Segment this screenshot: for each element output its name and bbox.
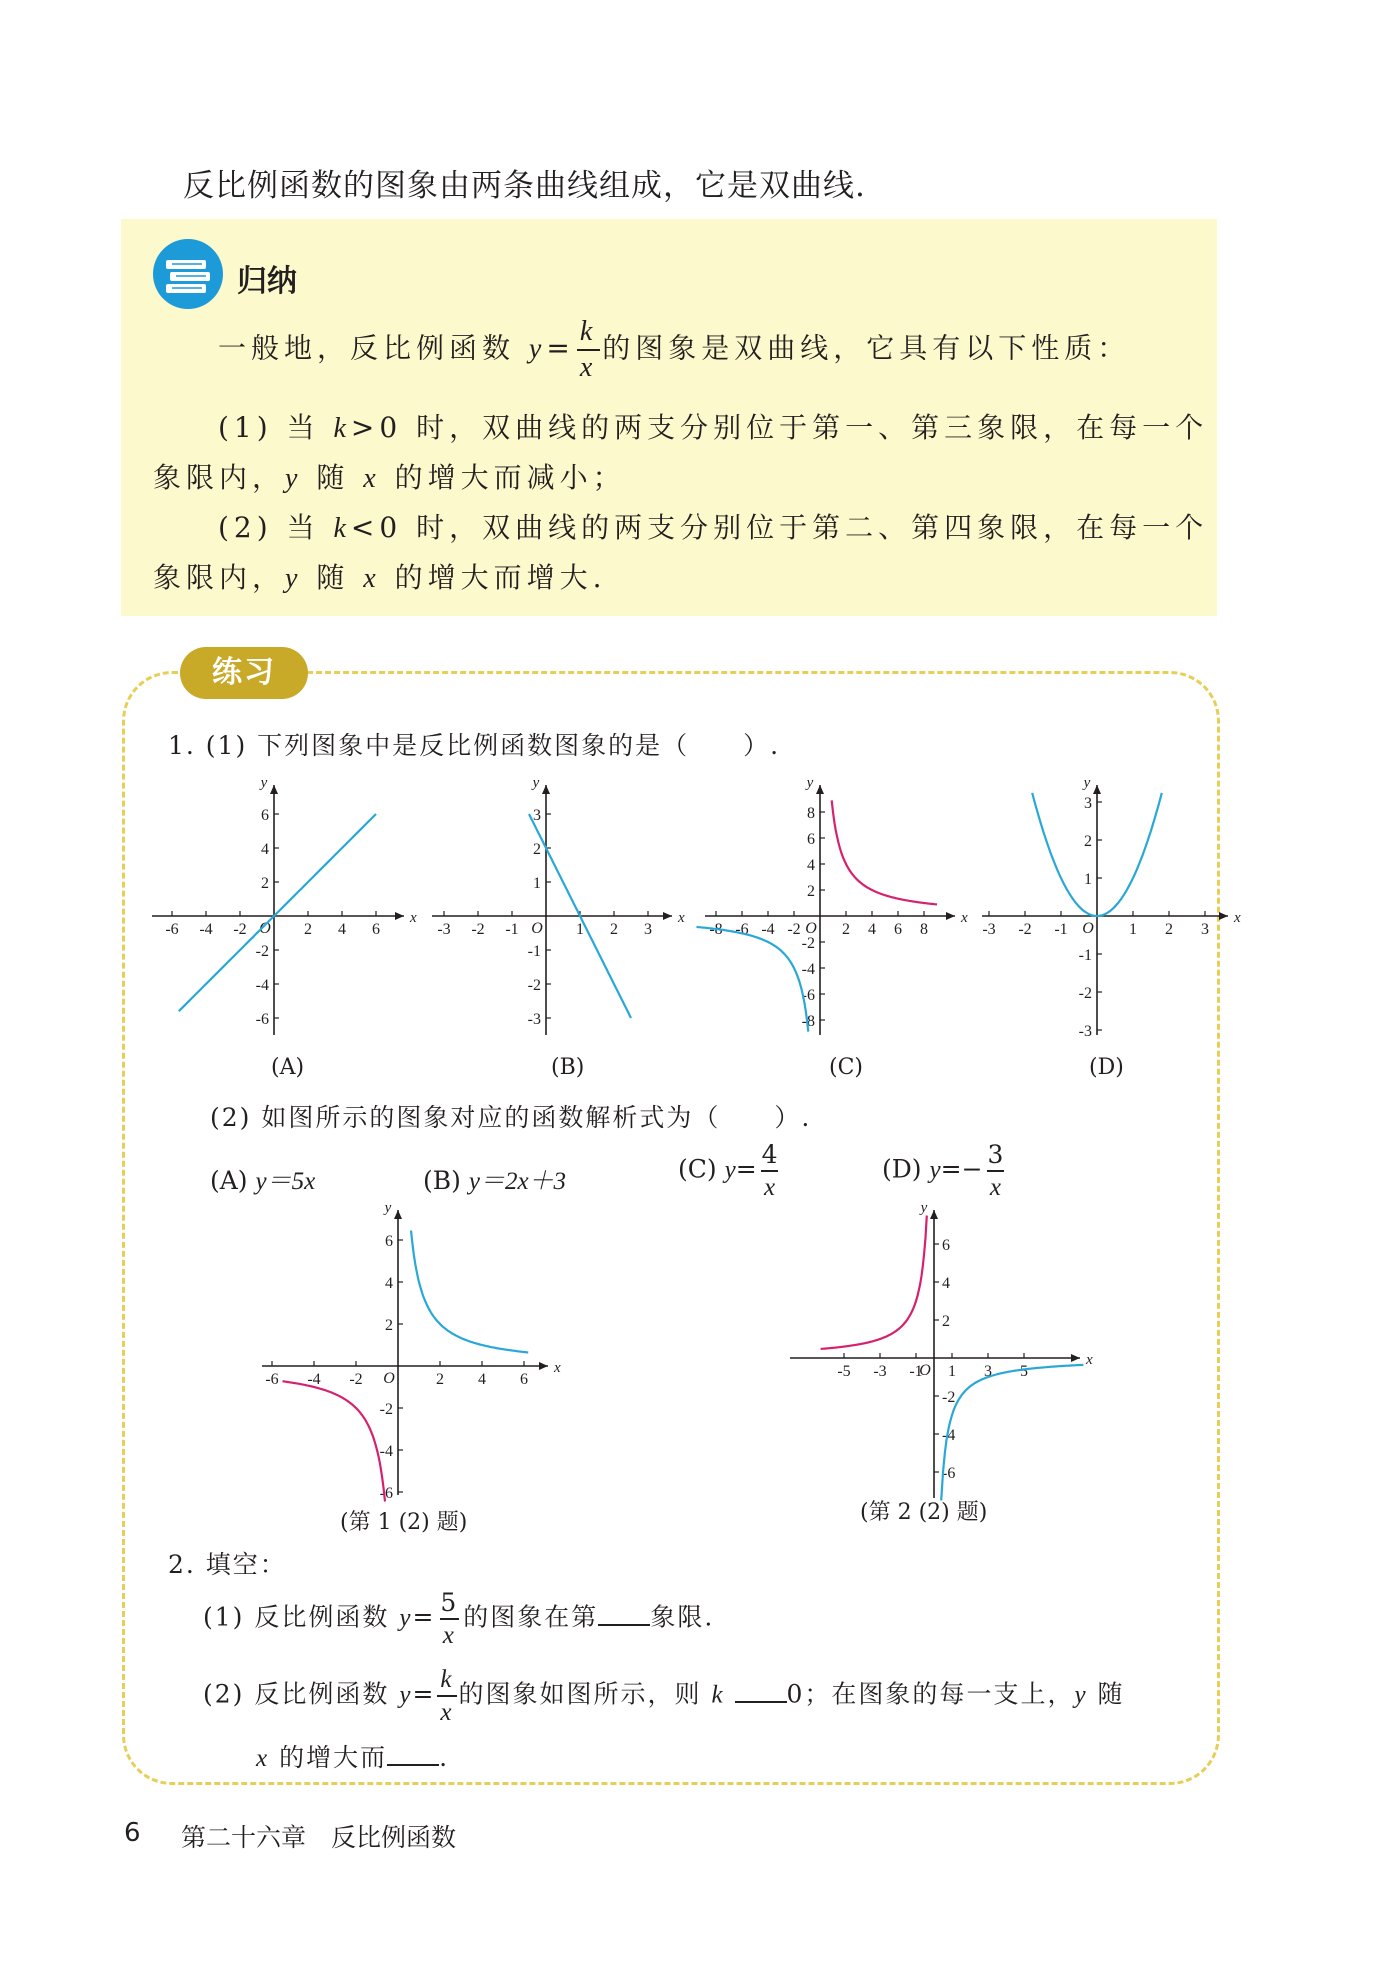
practice-tab: 练习 — [180, 647, 308, 699]
caption-fig-1-2: (第 1 (2) 题) — [340, 1510, 468, 1535]
page-number: 6 — [124, 1818, 141, 1848]
x-tick-label: -3 — [437, 921, 451, 938]
graph-5 — [262, 1200, 561, 1502]
var-y: y — [1074, 1681, 1088, 1709]
q2-2-text-2: 的图象如图所示，则 — [458, 1679, 702, 1709]
fraction-numerator: k — [440, 1666, 454, 1693]
var-x: x — [256, 1745, 270, 1772]
y-tick-label: -6 — [255, 1011, 269, 1028]
x-tick-label: 1 — [1129, 921, 1137, 938]
intro-text: 反比例函数的图象由两条曲线组成，它是双曲线. — [183, 168, 866, 204]
graph-3 — [697, 775, 969, 1035]
y-tick-label: 4 — [942, 1275, 950, 1292]
y-axis-arrow — [930, 1210, 938, 1219]
equals-sign: = — [412, 1679, 436, 1709]
x-tick-label: 3 — [1201, 921, 1209, 938]
x-tick-label: 5 — [1020, 1363, 1028, 1380]
p1-text-tail: >0 时，双曲线的两支分别位于第一、第三象限，在每一个 — [350, 411, 1209, 444]
option-d-label: (D) — [882, 1154, 922, 1184]
question-2: 2. 填空： — [168, 1550, 287, 1579]
question-2-1 — [203, 1590, 714, 1648]
y-axis-label: y — [384, 1200, 392, 1216]
property-1-line-1 — [218, 406, 1208, 446]
y-tick-label: 2 — [261, 875, 269, 892]
summary-title: 归纳 — [237, 264, 297, 299]
caption-c: (C) — [829, 1055, 863, 1080]
x-tick-label: 2 — [304, 921, 312, 938]
q2-2-text-4: 随 — [1097, 1679, 1125, 1709]
option-c — [678, 1142, 783, 1200]
var-y: y — [399, 1681, 413, 1709]
x-tick-label: 6 — [520, 1371, 528, 1388]
x-tick-label: -4 — [761, 921, 775, 938]
option-d — [882, 1142, 1008, 1200]
x-tick-label: 4 — [338, 921, 346, 938]
y-tick-label: 1 — [1084, 871, 1092, 888]
y-tick-label: 4 — [261, 841, 269, 858]
y-axis-label: y — [260, 775, 268, 791]
y-tick-label: -2 — [379, 1401, 393, 1418]
x-tick-label: -4 — [199, 921, 213, 938]
fraction-numerator: 4 — [761, 1140, 778, 1169]
y-tick-label: -4 — [255, 977, 269, 994]
x-tick-label: 4 — [868, 921, 876, 938]
equals-sign: = — [940, 1154, 962, 1184]
p1-text-3: 随 — [316, 461, 350, 494]
answer-blank[interactable] — [598, 1622, 650, 1626]
y-axis-label: y — [1083, 775, 1091, 791]
hyperbola-branch-q3 — [283, 1381, 386, 1501]
y-tick-label: -6 — [942, 1465, 956, 1482]
origin-label: O — [919, 1362, 931, 1379]
x-axis-label: x — [961, 910, 968, 926]
x-tick-label: 3 — [984, 1363, 992, 1380]
x-tick-label: -6 — [165, 921, 179, 938]
origin-label: O — [383, 1370, 395, 1387]
x-axis-arrow — [663, 912, 672, 920]
x-axis-arrow — [1219, 912, 1228, 920]
y-tick-label: 2 — [385, 1317, 393, 1334]
y-tick-label: -4 — [942, 1427, 956, 1444]
y-axis-arrow — [816, 785, 824, 794]
y-tick-label: -1 — [527, 943, 541, 960]
x-tick-label: -1 — [505, 921, 519, 938]
option-a — [210, 1161, 315, 1197]
graph-4 — [982, 775, 1241, 1040]
y-tick-label: 6 — [385, 1233, 393, 1250]
property-2-line-2 — [153, 556, 607, 596]
p2-text: (2) 当 — [218, 511, 320, 544]
x-axis-label: x — [410, 910, 417, 926]
x-tick-label: 4 — [478, 1371, 486, 1388]
p1-text: (1) 当 — [218, 411, 320, 444]
y-tick-label: 3 — [1084, 795, 1092, 812]
y-axis-label: y — [806, 775, 814, 791]
option-a-expr: y＝5x — [255, 1168, 316, 1195]
equals-sign: = — [735, 1154, 757, 1184]
origin-label: O — [531, 920, 543, 937]
hyperbola-branch-q4 — [941, 1365, 1083, 1501]
x-tick-label: -2 — [1018, 921, 1032, 938]
y-tick-label: 6 — [807, 831, 815, 848]
graphs-area — [0, 760, 1390, 1520]
y-tick-label: -2 — [801, 935, 815, 952]
option-a-label: (A) — [210, 1166, 248, 1195]
q2-1-text-3: 象限. — [650, 1602, 715, 1632]
question-2-2-line-2 — [256, 1738, 449, 1774]
general-text: 一般地，反比例函数 — [218, 331, 516, 365]
hyperbola-branch-q2 — [821, 1216, 927, 1350]
x-axis-arrow — [946, 912, 955, 920]
y-axis-arrow — [270, 785, 278, 794]
var-k: k — [333, 513, 351, 544]
y-tick-label: -1 — [1078, 947, 1092, 964]
q2-2-text-6: . — [439, 1743, 450, 1772]
x-tick-label: -2 — [233, 921, 247, 938]
var-y: y — [285, 463, 303, 494]
var-y: y — [724, 1156, 736, 1184]
x-axis-arrow — [395, 912, 404, 920]
hyperbola-branch-q3 — [697, 927, 809, 1032]
graph-1 — [152, 775, 417, 1035]
p2-text-3: 随 — [316, 561, 350, 594]
p2-text-tail: <0 时，双曲线的两支分别位于第二、第四象限，在每一个 — [350, 511, 1209, 544]
y-axis-label: y — [920, 1200, 928, 1216]
y-tick-label: 4 — [385, 1275, 393, 1292]
q2-1-fraction — [437, 1590, 461, 1648]
x-tick-label: -3 — [873, 1363, 887, 1380]
hyperbola-branch-q1 — [411, 1231, 528, 1353]
x-tick-label: -1 — [909, 1363, 923, 1380]
y-tick-label: -3 — [1078, 1023, 1092, 1040]
caption-d: (D) — [1089, 1055, 1124, 1080]
equals-sign: = — [546, 331, 575, 365]
caption-a: (A) — [271, 1055, 305, 1080]
minus-sign: − — [961, 1154, 983, 1184]
var-k: k — [711, 1681, 725, 1709]
y-tick-label: -4 — [801, 961, 815, 978]
answer-blank[interactable] — [735, 1699, 787, 1703]
fraction-numerator: 3 — [987, 1140, 1004, 1169]
q2-2-text: (2) 反比例函数 — [203, 1679, 390, 1709]
y-tick-label: -2 — [942, 1389, 956, 1406]
graph-6 — [790, 1200, 1093, 1501]
option-b-label: (B) — [423, 1166, 461, 1195]
general-text-tail: 的图象是双曲线，它具有以下性质： — [602, 331, 1131, 365]
y-tick-label: 3 — [533, 807, 541, 824]
y-tick-label: -4 — [379, 1443, 393, 1460]
y-tick-label: 2 — [533, 841, 541, 858]
answer-blank[interactable] — [387, 1762, 439, 1766]
var-k: k — [333, 413, 351, 444]
caption-b: (B) — [551, 1055, 585, 1080]
var-x: x — [363, 463, 381, 494]
var-x: x — [363, 563, 381, 594]
question-2-2-line-1 — [203, 1667, 1125, 1725]
graph-2 — [432, 775, 685, 1035]
line-y-eq-x — [179, 814, 376, 1011]
y-axis-arrow — [542, 785, 550, 794]
y-axis-arrow — [394, 1210, 402, 1219]
x-tick-label: -4 — [307, 1371, 321, 1388]
y-tick-label: -2 — [1078, 985, 1092, 1002]
fraction-denominator: x — [440, 1618, 459, 1648]
fraction-numerator: k — [579, 316, 598, 347]
fraction-k-over-x — [577, 318, 600, 382]
x-tick-label: -1 — [1054, 921, 1068, 938]
x-tick-label: 8 — [920, 921, 928, 938]
fraction-denominator: x — [987, 1170, 1004, 1200]
option-c-fraction — [759, 1142, 781, 1200]
x-tick-label: -2 — [349, 1371, 363, 1388]
q2-2-fraction — [437, 1667, 456, 1725]
origin-label: O — [805, 920, 817, 937]
p2-text-2: 象限内， — [153, 561, 286, 594]
x-tick-label: 2 — [1165, 921, 1173, 938]
y-axis-arrow — [1093, 785, 1101, 794]
fraction-denominator: x — [437, 1695, 456, 1725]
p2-text-4: 的增大而增大. — [394, 561, 607, 594]
x-tick-label: -3 — [982, 921, 996, 938]
chapter-title: 第二十六章 反比例函数 — [181, 1823, 457, 1852]
y-tick-label: 2 — [942, 1313, 950, 1330]
option-b-expr: y＝2x＋3 — [468, 1168, 567, 1195]
x-tick-label: 1 — [576, 921, 584, 938]
q2-1-text: (1) 反比例函数 — [203, 1602, 390, 1632]
x-axis-label: x — [1234, 910, 1241, 926]
x-tick-label: -2 — [787, 921, 801, 938]
y-tick-label: -3 — [527, 1011, 541, 1028]
y-tick-label: 6 — [261, 807, 269, 824]
fraction-denominator: x — [761, 1170, 778, 1200]
x-axis-label: x — [554, 1360, 561, 1376]
property-1-line-2 — [153, 456, 626, 496]
y-axis-label: y — [532, 775, 540, 791]
caption-fig-2-2: (第 2 (2) 题) — [860, 1500, 988, 1525]
y-tick-label: -2 — [255, 943, 269, 960]
var-y: y — [399, 1604, 413, 1632]
book-stack-icon — [152, 238, 224, 310]
question-1-1: 1. (1) 下列图象中是反比例函数图象的是（ ）. — [168, 731, 781, 760]
x-axis-label: x — [678, 910, 685, 926]
y-tick-label: -2 — [527, 977, 541, 994]
origin-label: O — [1082, 920, 1094, 937]
x-tick-label: 6 — [894, 921, 902, 938]
option-b — [423, 1161, 566, 1197]
p1-text-2: 象限内， — [153, 461, 286, 494]
y-tick-label: -6 — [801, 987, 815, 1004]
x-tick-label: 2 — [842, 921, 850, 938]
fraction-numerator: 5 — [440, 1588, 459, 1617]
x-axis-label: x — [1086, 1352, 1093, 1368]
q2-2-text-5: 的增大而 — [279, 1743, 388, 1772]
y-tick-label: -6 — [379, 1485, 393, 1502]
x-tick-label: -6 — [735, 921, 749, 938]
var-y: y — [285, 563, 303, 594]
equals-sign: = — [412, 1602, 436, 1632]
y-tick-label: 2 — [1084, 833, 1092, 850]
x-tick-label: 2 — [436, 1371, 444, 1388]
x-tick-label: 6 — [372, 921, 380, 938]
question-1-2: (2) 如图所示的图象对应的函数解析式为（ ）. — [210, 1103, 812, 1132]
origin-label: O — [259, 920, 271, 937]
y-tick-label: 2 — [807, 883, 815, 900]
x-axis-arrow — [539, 1362, 548, 1370]
fraction-denominator: x — [577, 349, 600, 382]
y-tick-label: 8 — [807, 805, 815, 822]
property-2-line-1 — [218, 506, 1208, 546]
x-tick-label: -2 — [471, 921, 485, 938]
option-c-label: (C) — [678, 1154, 717, 1184]
x-tick-label: 2 — [610, 921, 618, 938]
y-tick-label: -8 — [801, 1013, 815, 1030]
hyperbola-branch-q1 — [832, 800, 937, 904]
x-tick-label: 3 — [644, 921, 652, 938]
x-tick-label: -6 — [265, 1371, 279, 1388]
summary-general — [218, 318, 1130, 382]
y-tick-label: 4 — [807, 857, 815, 874]
q2-1-text-2: 的图象在第 — [463, 1602, 599, 1632]
p1-text-4: 的增大而减小； — [394, 461, 626, 494]
x-tick-label: -8 — [709, 921, 723, 938]
option-d-fraction — [985, 1142, 1007, 1200]
x-tick-label: -5 — [837, 1363, 851, 1380]
var-y: y — [528, 333, 547, 365]
x-tick-label: 1 — [948, 1363, 956, 1380]
y-tick-label: 1 — [533, 875, 541, 892]
y-tick-label: 6 — [942, 1237, 950, 1254]
var-y: y — [929, 1156, 941, 1184]
x-axis-arrow — [1071, 1354, 1080, 1362]
q2-2-text-3: 0；在图象的每一支上， — [786, 1679, 1075, 1709]
